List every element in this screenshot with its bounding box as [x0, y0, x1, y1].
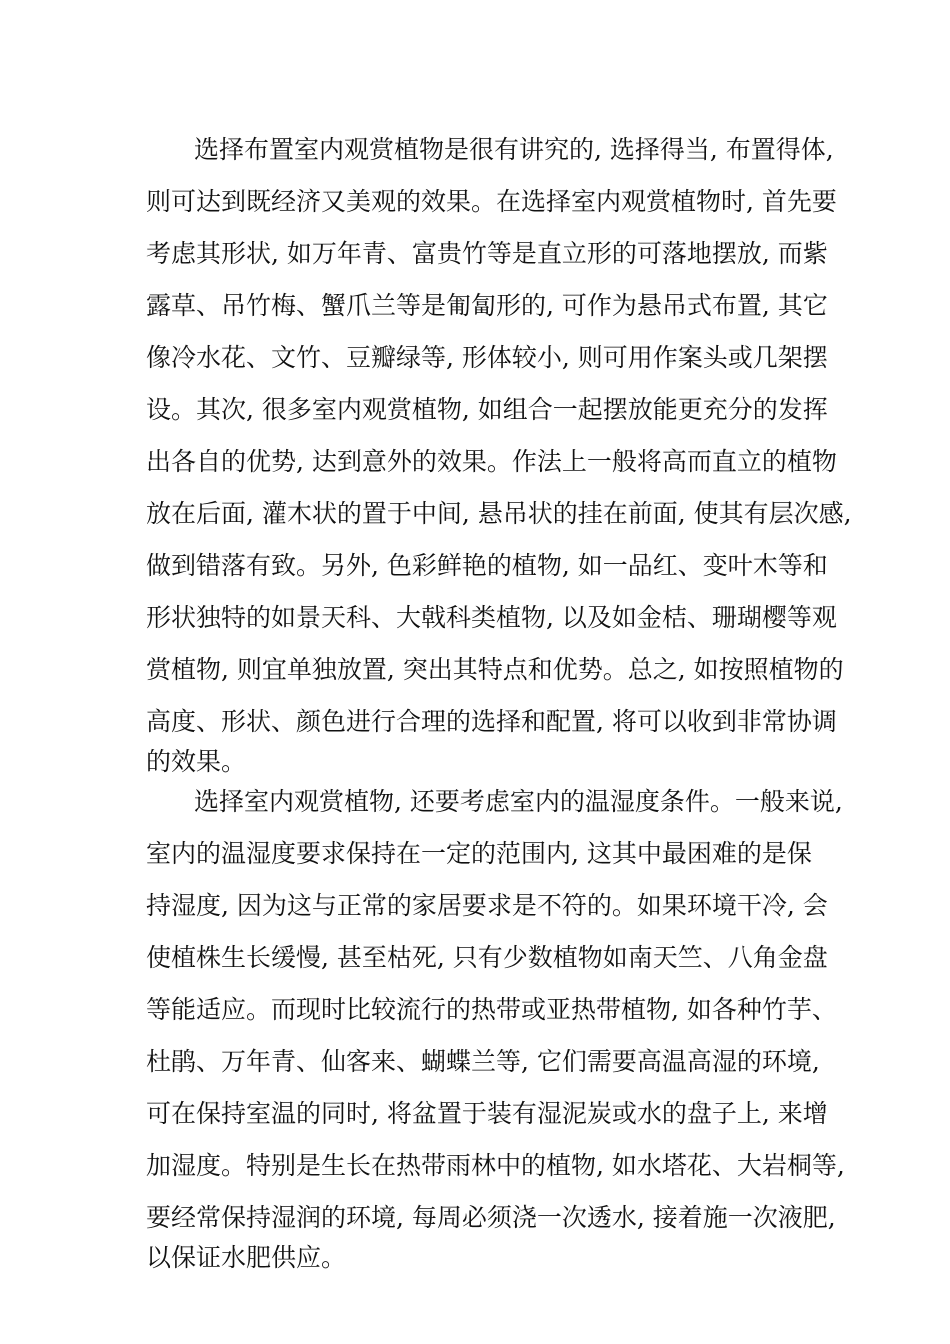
- paragraph-1-line-10: 形状独特的如景天科、大戟科类植物, 以及如金桔、珊瑚樱等观: [146, 603, 837, 632]
- paragraph-1-line-2: 则可达到既经济又美观的效果。在选择室内观赏植物时, 首先要: [146, 187, 837, 216]
- paragraph-2-line-1: 选择室内观赏植物, 还要考虑室内的温湿度条件。一般来说,: [194, 787, 843, 816]
- paragraph-1-line-9: 做到错落有致。另外, 色彩鲜艳的植物, 如一品红、变叶木等和: [146, 551, 828, 580]
- paragraph-1-line-7: 出各自的优势, 达到意外的效果。作法上一般将高而直立的植物: [146, 447, 837, 476]
- paragraph-1-line-11: 赏植物, 则宜单独放置, 突出其特点和优势。总之, 如按照植物的: [146, 655, 844, 684]
- paragraph-1-line-5: 像冷水花、文竹、豆瓣绿等, 形体较小, 则可用作案头或几架摆: [146, 343, 828, 372]
- paragraph-2-line-2: 室内的温湿度要求保持在一定的范围内, 这其中最困难的是保: [146, 839, 812, 868]
- paragraph-2-line-6: 杜鹃、万年青、仙客来、蝴蝶兰等, 它们需要高温高湿的环境,: [146, 1047, 820, 1076]
- paragraph-1-line-12: 高度、形状、颜色进行合理的选择和配置, 将可以收到非常协调: [146, 707, 837, 736]
- paragraph-1-line-6: 设。其次, 很多室内观赏植物, 如组合一起摆放能更充分的发挥: [146, 395, 828, 424]
- paragraph-1-line-3: 考虑其形状, 如万年青、富贵竹等是直立形的可落地摆放, 而紫: [146, 239, 828, 268]
- paragraph-2-line-3: 持湿度, 因为这与正常的家居要求是不符的。如果环境干冷, 会: [146, 891, 828, 920]
- paragraph-1-line-13: 的效果。: [146, 747, 247, 776]
- paragraph-1-line-1: 选择布置室内观赏植物是很有讲究的, 选择得当, 布置得体,: [194, 135, 834, 164]
- paragraph-2-line-9: 要经常保持湿润的环境, 每周必须浇一次透水, 接着施一次液肥,: [146, 1203, 836, 1232]
- paragraph-1-line-4: 露草、吊竹梅、蟹爪兰等是匍匐形的, 可作为悬吊式布置, 其它: [146, 291, 828, 320]
- paragraph-2-line-10: 以保证水肥供应。: [146, 1243, 347, 1272]
- paragraph-2-line-7: 可在保持室温的同时, 将盆置于装有湿泥炭或水的盘子上, 来增: [146, 1099, 828, 1128]
- paragraph-2-line-4: 使植株生长缓慢, 甚至枯死, 只有少数植物如南天竺、八角金盘: [146, 943, 828, 972]
- paragraph-2-line-5: 等能适应。而现时比较流行的热带或亚热带植物, 如各种竹芋、: [146, 995, 837, 1024]
- paragraph-2-line-8: 加湿度。特别是生长在热带雨林中的植物, 如水塔花、大岩桐等,: [146, 1151, 845, 1180]
- paragraph-1-line-8: 放在后面, 灌木状的置于中间, 悬吊状的挂在前面, 使其有层次感,: [146, 499, 852, 528]
